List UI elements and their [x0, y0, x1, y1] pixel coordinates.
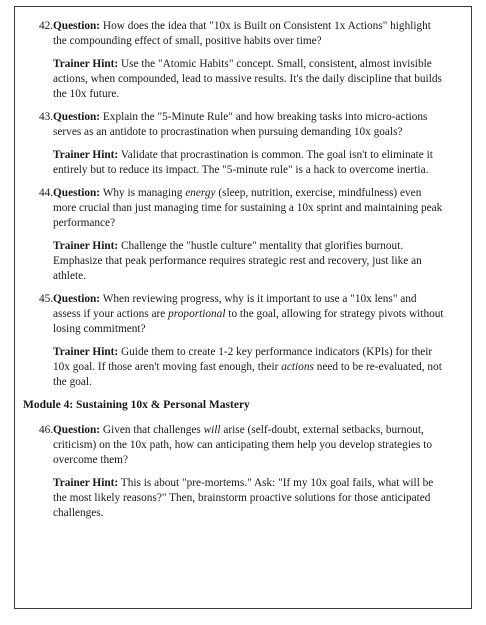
question-label: Question:: [53, 20, 101, 32]
question-number: 46.: [39, 424, 54, 436]
module-heading: Module 4: Sustaining 10x & Personal Mastery: [23, 399, 250, 411]
trainer-hint: [53, 239, 445, 284]
trainer-hint: [53, 345, 445, 390]
qa-item-44: [15, 186, 471, 284]
question-emphasis: will: [203, 424, 221, 436]
hint-label: Trainer Hint:: [53, 149, 119, 161]
question-text: How does the idea that "10x is Built on Consistent 1x Actions" highlight the compounding effect of small, positive habits over time?: [53, 20, 431, 47]
trainer-hint: [53, 476, 445, 521]
hint-text-end: need to be re-evaluated, not the goal.: [53, 361, 442, 388]
hint-text: This is about "pre-mortems." Ask: "If my 10x goal fails, what will be the most likely reasons?" Then, brainstorm proactive solutions for those anticipated challenges.: [53, 477, 434, 519]
document-body: [15, 19, 471, 529]
question: [39, 186, 445, 231]
question: [39, 110, 445, 140]
hint-label: Trainer Hint:: [53, 58, 119, 70]
hint-text: Validate that procrastination is common. The goal isn't to eliminate it entirely but to reduce its impact. The "5-minute rule" is a hack to overcome inertia.: [53, 149, 433, 176]
question-number: 42.: [39, 20, 54, 32]
trainer-hint: [53, 57, 445, 102]
question-text-start: Why is managing: [102, 187, 186, 199]
question-text: Explain the "5-Minute Rule" and how breaking tasks into micro-actions serves as an antidote to procrastination when pursuing demanding 10x goals?: [53, 111, 428, 138]
question-emphasis: energy: [185, 187, 216, 199]
qa-item-43: [15, 110, 471, 178]
question: [39, 423, 445, 468]
hint-label: Trainer Hint:: [53, 240, 119, 252]
question-text-start: Given that challenges: [102, 424, 204, 436]
question: [39, 292, 445, 337]
question-label: Question:: [53, 424, 101, 436]
question-text-end: arise (self-doubt, external setbacks, burnout, criticism) on the 10x path, how can anticipating them help you develop strategies to overcome them?: [53, 424, 432, 466]
question-number: 44.: [39, 187, 54, 199]
hint-label: Trainer Hint:: [53, 346, 119, 358]
question-label: Question:: [53, 111, 101, 123]
page-frame: [14, 6, 472, 609]
question-text-start: When reviewing progress, why is it important to use a "10x lens" and assess if your actions are: [53, 293, 417, 320]
hint-label: Trainer Hint:: [53, 477, 119, 489]
question: [39, 19, 445, 49]
question-emphasis: proportional: [168, 308, 226, 320]
trainer-hint: [53, 148, 445, 178]
qa-item-46: [15, 423, 471, 521]
qa-item-42: [15, 19, 471, 102]
question-number: 45.: [39, 293, 54, 305]
hint-text-start: Guide them to create 1-2 key performance indicators (KPIs) for their 10x goal. If those aren't moving fast enough, their: [53, 346, 433, 373]
question-text-end: (sleep, nutrition, exercise, mindfulness) even more crucial than just managing time for sustaining a 10x sprint and maintaining peak performance?: [53, 187, 443, 229]
question-label: Question:: [53, 187, 101, 199]
hint-text: Use the "Atomic Habits" concept. Small, consistent, almost invisible actions, when compounded, lead to massive results. It's the daily discipline that builds the 10x future.: [53, 58, 442, 100]
hint-text: Challenge the "hustle culture" mentality that glorifies burnout. Emphasize that peak performance requires strategic rest and recovery, just like an athlete.: [53, 240, 422, 282]
question-number: 43.: [39, 111, 54, 123]
question-label: Question:: [53, 293, 101, 305]
question-text-end: to the goal, allowing for strategy pivots without losing commitment?: [53, 308, 444, 335]
hint-emphasis: actions: [281, 361, 314, 373]
qa-item-45: [15, 292, 471, 390]
